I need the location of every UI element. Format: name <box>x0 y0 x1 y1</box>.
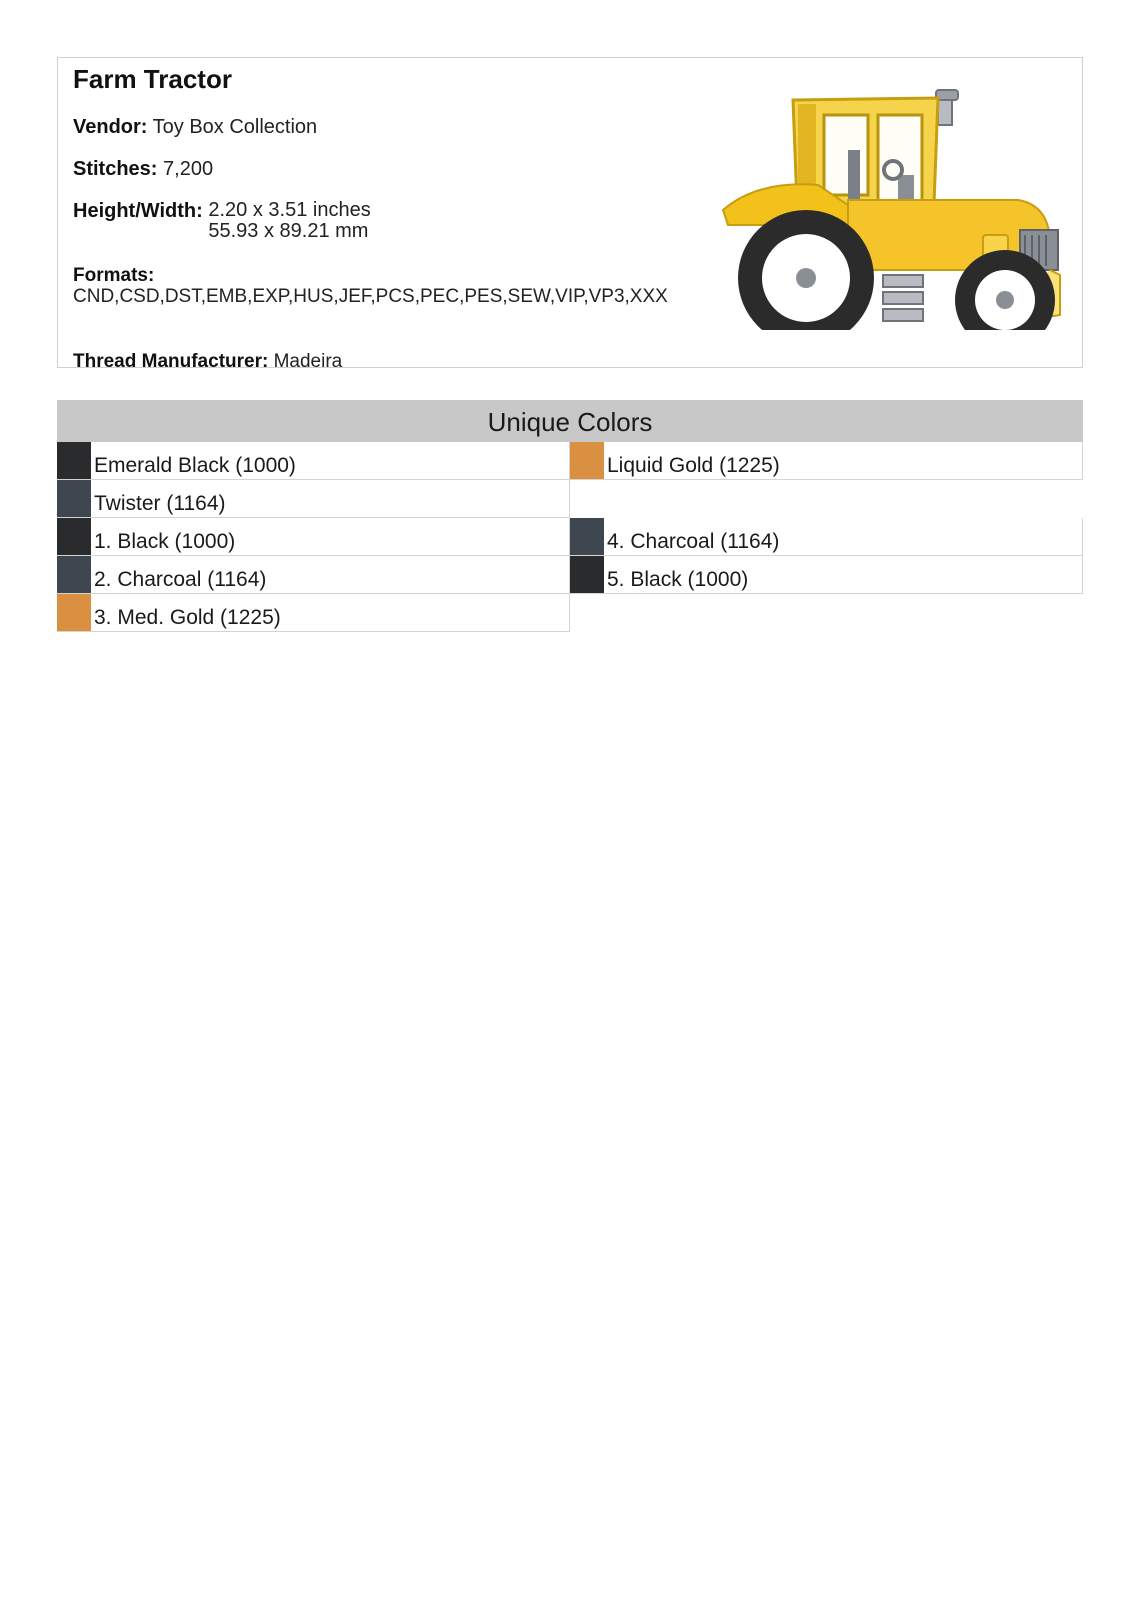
unique-colors-panel <box>57 400 1083 642</box>
vendor-label: Vendor: <box>73 116 148 138</box>
sequence-label: 4. Charcoal (1164) <box>607 530 780 553</box>
color-row <box>57 480 570 518</box>
design-info-card <box>57 57 1083 372</box>
color-swatch <box>57 442 91 479</box>
thread-row <box>73 351 342 373</box>
vendor-row <box>73 116 317 138</box>
height-width-row <box>73 200 371 242</box>
color-grid <box>57 442 1083 642</box>
sequence-row <box>57 556 570 594</box>
sequence-label: 2. Charcoal (1164) <box>94 568 267 591</box>
sequence-label: 1. Black (1000) <box>94 530 236 553</box>
sequence-label: 5. Black (1000) <box>607 568 749 591</box>
color-label: Twister (1164) <box>94 492 226 515</box>
height-width-inches: 2.20 x 3.51 inches <box>208 199 371 221</box>
height-width-mm: 55.93 x 89.21 mm <box>208 220 369 242</box>
design-title: Farm Tractor <box>73 64 232 94</box>
color-swatch <box>57 480 91 517</box>
stitches-value: 7,200 <box>163 158 214 180</box>
color-swatch <box>57 518 91 555</box>
unique-colors-header: Unique Colors <box>57 400 1083 442</box>
color-row <box>570 442 1083 480</box>
color-label: Emerald Black (1000) <box>94 454 296 477</box>
color-swatch <box>570 556 604 593</box>
sequence-row <box>57 518 570 556</box>
color-row <box>57 442 570 480</box>
formats-label: Formats: <box>73 265 155 286</box>
sequence-row <box>570 556 1083 594</box>
color-swatch <box>570 518 604 555</box>
thread-label: Thread Manufacturer: <box>73 351 269 372</box>
thread-value: Madeira <box>273 351 343 372</box>
height-width-values <box>208 200 370 242</box>
vendor-value: Toy Box Collection <box>152 116 318 138</box>
color-label: Liquid Gold (1225) <box>607 454 780 477</box>
sequence-row <box>570 518 1083 556</box>
height-width-label: Height/Width: <box>73 200 203 222</box>
design-preview <box>698 80 1068 330</box>
stitches-label: Stitches: <box>73 158 158 180</box>
tractor-icon <box>698 80 1068 330</box>
sequence-label: 3. Med. Gold (1225) <box>94 606 281 629</box>
sequence-row <box>57 594 570 632</box>
color-swatch <box>570 442 604 479</box>
color-swatch <box>57 594 91 631</box>
formats-value: CND,CSD,DST,EMB,EXP,HUS,JEF,PCS,PEC,PES,SEW,VIP,VP3,XXX <box>73 286 668 307</box>
color-swatch <box>57 556 91 593</box>
stitches-row <box>73 158 213 180</box>
